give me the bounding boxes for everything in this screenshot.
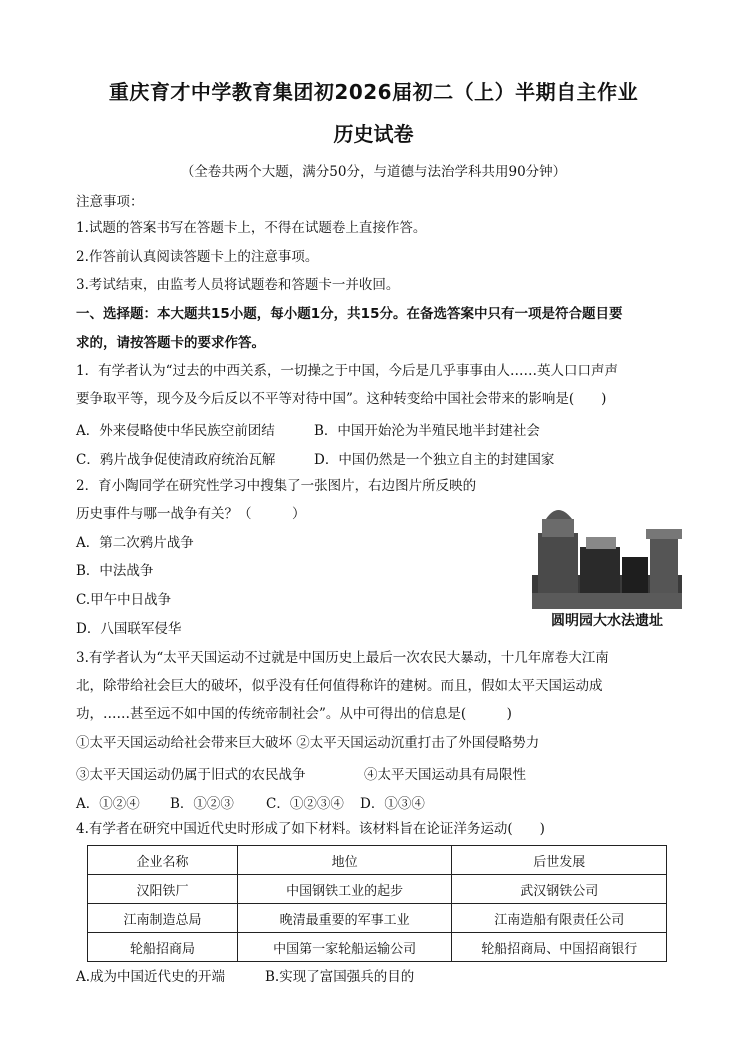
q3-option-b: B．①②③ <box>170 796 234 812</box>
ruins-photo <box>532 497 682 609</box>
question-4-text: 4.有学者在研究中国近代史时形成了如下材料。该材料旨在论证洋务运动( ) <box>76 821 545 837</box>
q3-option-a: A．①②④ <box>76 796 140 812</box>
notice-item: 3.考试结束，由监考人员将试题卷和答题卡一并收回。 <box>76 277 400 293</box>
section-heading: 一、选择题：本大题共15小题，每小题1分，共15分。在备选答案中只有一项是符合题目要 <box>76 306 623 322</box>
table-cell: 中国钢铁工业的起步 <box>237 875 451 904</box>
exam-note: （全卷共两个大题，满分50分，与道德与法治学科共用90分钟） <box>180 164 567 180</box>
table-row <box>88 933 667 962</box>
table-header-cell: 企业名称 <box>88 846 238 875</box>
table-header-row <box>88 846 667 875</box>
table-cell: 中国第一家轮船运输公司 <box>237 933 451 962</box>
table-cell: 汉阳铁厂 <box>88 875 238 904</box>
q2-option-d: D．八国联军侵华 <box>76 621 182 637</box>
section-heading-cont: 求的，请按答题卡的要求作答。 <box>76 335 265 351</box>
question-2-text: 历史事件与哪一战争有关？（ ） <box>76 506 306 522</box>
q2-option-a: A．第二次鸦片战争 <box>76 535 194 551</box>
notice-item: 1.试题的答案书写在答题卡上，不得在试题卷上直接作答。 <box>76 220 427 236</box>
table-cell: 武汉钢铁公司 <box>452 875 667 904</box>
question-3-text: 3.有学者认为“太平天国运动不过就是中国历史上最后一次农民大暴动，十几年席卷大江南 <box>76 650 609 666</box>
q3-statement-4: ④太平天国运动具有局限性 <box>364 767 526 783</box>
q4-option-b: B.实现了富国强兵的目的 <box>265 969 415 985</box>
notice-item: 2.作答前认真阅读答题卡上的注意事项。 <box>76 249 319 265</box>
table-row <box>88 904 667 933</box>
table-cell: 江南造船有限责任公司 <box>452 904 667 933</box>
table-header-cell: 后世发展 <box>452 846 667 875</box>
exam-title: 重庆育才中学教育集团初2026届初二（上）半期自主作业 <box>108 80 639 104</box>
q1-option-d: D．中国仍然是一个独立自主的封建国家 <box>314 452 555 468</box>
question-3-text: 功，……甚至远不如中国的传统帝制社会”。从中可得出的信息是( ) <box>76 706 512 722</box>
question-3-text: 北，除带给社会巨大的破坏，似乎没有任何值得称许的建树。而且，假如太平天国运动成 <box>76 678 603 694</box>
q3-option-c: C．①②③④ <box>266 796 344 812</box>
q3-option-d: D．①③④ <box>360 796 425 812</box>
notice-heading: 注意事项： <box>76 194 144 210</box>
question-1-text: 1．有学者认为“过去的中西关系，一切操之于中国，今后是几乎事事由人……英人口口声声 <box>76 363 618 379</box>
q1-option-c: C．鸦片战争促使清政府统治瓦解 <box>76 452 276 468</box>
table-row <box>88 875 667 904</box>
table-cell: 江南制造总局 <box>88 904 238 933</box>
question-2-text: 2．育小陶同学在研究性学习中搜集了一张图片，右边图片所反映的 <box>76 478 477 494</box>
table-cell: 轮船招商局、中国招商银行 <box>452 933 667 962</box>
q1-option-b: B．中国开始沦为半殖民地半封建社会 <box>314 423 540 439</box>
table-header-cell: 地位 <box>237 846 451 875</box>
q4-option-a: A.成为中国近代史的开端 <box>76 969 226 985</box>
exam-subtitle: 历史试卷 <box>333 122 414 146</box>
q3-statements: ①太平天国运动给社会带来巨大破坏 ②太平天国运动沉重打击了外国侵略势力 <box>76 735 540 751</box>
q2-option-c: C.甲午中日战争 <box>76 592 172 608</box>
q3-statement-3: ③太平天国运动仍属于旧式的农民战争 <box>76 767 306 783</box>
question-1-text: 要争取平等，现今及今后反以不平等对待中国”。这种转变给中国社会带来的影响是( ) <box>76 391 607 407</box>
ruins-photo-caption: 圆明园大水法遗址 <box>551 613 663 629</box>
table-cell: 晚清最重要的军事工业 <box>237 904 451 933</box>
q2-option-b: B．中法战争 <box>76 563 154 579</box>
table-cell: 轮船招商局 <box>88 933 238 962</box>
enterprise-table <box>87 845 667 962</box>
q1-option-a: A．外来侵略使中华民族空前团结 <box>76 423 275 439</box>
